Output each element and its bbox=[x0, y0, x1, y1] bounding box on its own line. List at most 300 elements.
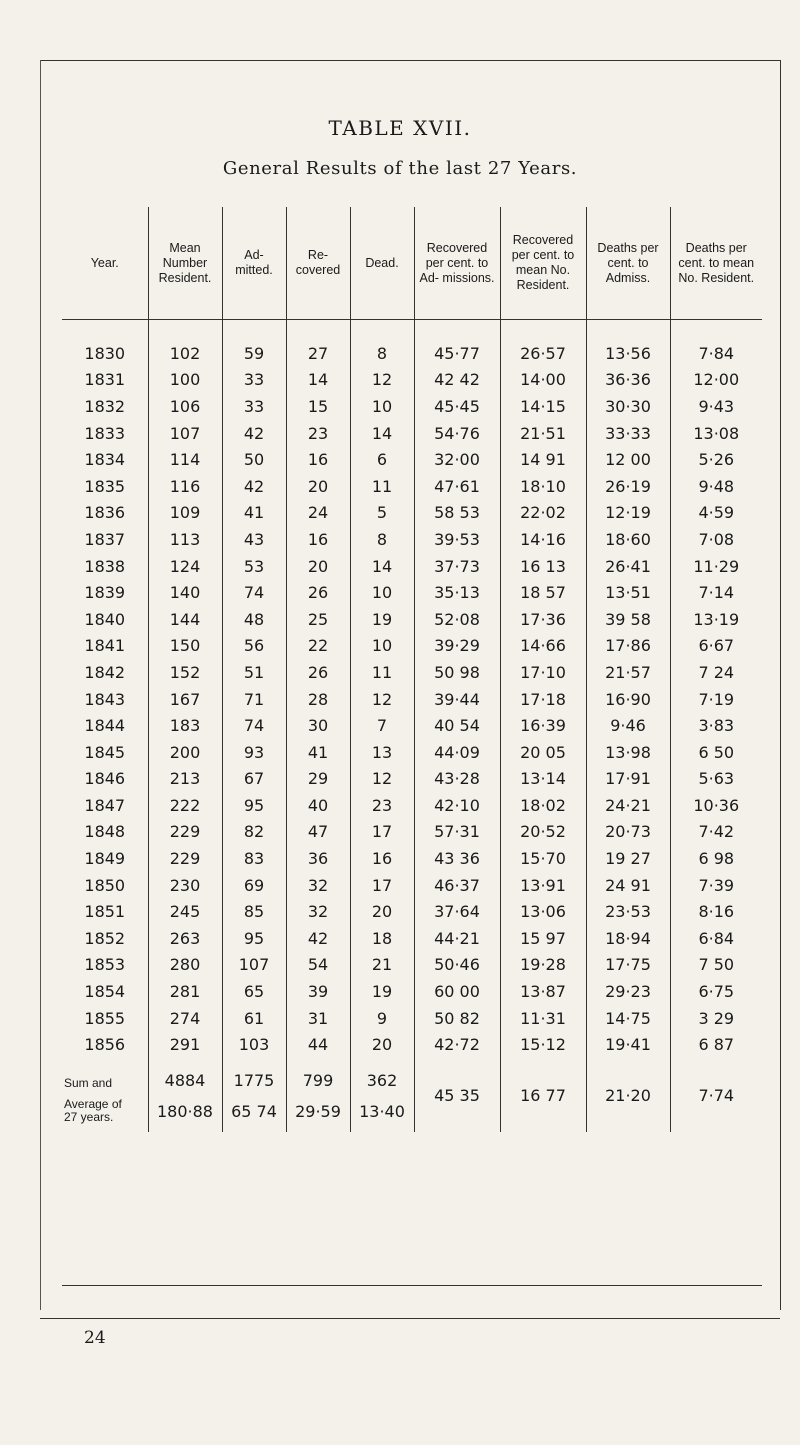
cell-mean-resident: 229 bbox=[148, 819, 222, 846]
cell-deaths-pct-admissions: 30·30 bbox=[586, 393, 670, 420]
cell-mean-resident: 167 bbox=[148, 686, 222, 713]
sum-row bbox=[62, 1058, 762, 1090]
cell-year: 1851 bbox=[84, 902, 126, 922]
cell-deaths-pct-admissions: 14·75 bbox=[586, 1005, 670, 1032]
cell-mean-resident: 113 bbox=[148, 526, 222, 553]
cell-recovered-pct-admissions: 44·21 bbox=[414, 925, 500, 952]
cell-recovered-pct-resident: 15 97 bbox=[500, 925, 586, 952]
cell-recovered: 25 bbox=[286, 606, 350, 633]
cell-recovered-pct-resident: 14·16 bbox=[500, 526, 586, 553]
cell-dead: 5 bbox=[350, 500, 414, 527]
cell-year: 1837 bbox=[84, 529, 126, 549]
table-row bbox=[62, 579, 762, 606]
cell-recovered-pct-admissions: 37·73 bbox=[414, 553, 500, 580]
cell-admitted: 50 bbox=[222, 446, 286, 473]
cell-recovered-pct-admissions: 57·31 bbox=[414, 819, 500, 846]
table-row bbox=[62, 367, 762, 394]
cell-recovered-pct-resident: 18·02 bbox=[500, 792, 586, 819]
cell-recovered-pct-admissions: 35·13 bbox=[414, 579, 500, 606]
cell-mean-resident: 107 bbox=[148, 420, 222, 447]
cell-recovered-pct-resident: 13·06 bbox=[500, 898, 586, 925]
cell-year: 1856 bbox=[84, 1035, 126, 1055]
cell-year: 1845 bbox=[84, 742, 126, 762]
cell-recovered-pct-resident: 17·36 bbox=[500, 606, 586, 633]
cell-admitted: 82 bbox=[222, 819, 286, 846]
cell-mean-resident: 114 bbox=[148, 446, 222, 473]
cell-mean-resident: 150 bbox=[148, 633, 222, 660]
cell-recovered-pct-admissions: 39·53 bbox=[414, 526, 500, 553]
cell-recovered-pct-admissions: 47·61 bbox=[414, 473, 500, 500]
cell-recovered: 47 bbox=[286, 819, 350, 846]
cell-deaths-pct-resident: 13·19 bbox=[670, 606, 762, 633]
cell-deaths-pct-admissions: 24 91 bbox=[586, 872, 670, 899]
cell-dead: 12 bbox=[350, 367, 414, 394]
cell-deaths-pct-resident: 6 87 bbox=[670, 1031, 762, 1058]
page-border-bottom bbox=[40, 1318, 780, 1319]
cell-recovered: 44 bbox=[286, 1031, 350, 1058]
cell-recovered-pct-resident: 14·66 bbox=[500, 633, 586, 660]
cell-dead: 17 bbox=[350, 872, 414, 899]
cell-deaths-pct-admissions: 24·21 bbox=[586, 792, 670, 819]
cell-recovered: 40 bbox=[286, 792, 350, 819]
cell-year: 1849 bbox=[84, 849, 126, 869]
cell-mean-resident: 291 bbox=[148, 1031, 222, 1058]
cell-deaths-pct-resident: 4·59 bbox=[670, 500, 762, 527]
cell-dead: 11 bbox=[350, 473, 414, 500]
cell-admitted: 33 bbox=[222, 393, 286, 420]
cell-deaths-pct-admissions: 17·75 bbox=[586, 952, 670, 979]
cell-deaths-pct-resident: 3 29 bbox=[670, 1005, 762, 1032]
page-number: 24 bbox=[84, 1328, 106, 1348]
cell-deaths-pct-admissions: 29·23 bbox=[586, 978, 670, 1005]
cell-year: 1841 bbox=[84, 636, 126, 656]
cell-recovered-pct-resident: 15·70 bbox=[500, 845, 586, 872]
average-label-line1: Average of bbox=[64, 1097, 122, 1112]
cell-recovered: 36 bbox=[286, 845, 350, 872]
sum-value: 799 bbox=[286, 1058, 350, 1090]
cell-deaths-pct-admissions: 33·33 bbox=[586, 420, 670, 447]
header-recovered-pct-admissions: Recovered per cent. to Ad- missions. bbox=[414, 207, 500, 320]
cell-year: 1836 bbox=[84, 503, 126, 523]
average-value: 65 74 bbox=[222, 1090, 286, 1132]
cell-deaths-pct-admissions: 12·19 bbox=[586, 500, 670, 527]
cell-recovered-pct-resident: 17·10 bbox=[500, 659, 586, 686]
cell-recovered-pct-resident: 14·00 bbox=[500, 367, 586, 394]
cell-mean-resident: 229 bbox=[148, 845, 222, 872]
cell-deaths-pct-resident: 6·67 bbox=[670, 633, 762, 660]
cell-mean-resident: 281 bbox=[148, 978, 222, 1005]
cell-recovered-pct-resident: 18 57 bbox=[500, 579, 586, 606]
cell-recovered: 41 bbox=[286, 739, 350, 766]
cell-deaths-pct-admissions: 9·46 bbox=[586, 712, 670, 739]
cell-recovered: 16 bbox=[286, 526, 350, 553]
cell-recovered-pct-resident: 22·02 bbox=[500, 500, 586, 527]
cell-recovered: 20 bbox=[286, 473, 350, 500]
cell-admitted: 69 bbox=[222, 872, 286, 899]
cell-admitted: 93 bbox=[222, 739, 286, 766]
cell-recovered-pct-admissions: 42 42 bbox=[414, 367, 500, 394]
cell-recovered: 39 bbox=[286, 978, 350, 1005]
cell-deaths-pct-admissions: 36·36 bbox=[586, 367, 670, 394]
cell-recovered: 32 bbox=[286, 898, 350, 925]
cell-dead: 20 bbox=[350, 898, 414, 925]
average-value: 180·88 bbox=[148, 1090, 222, 1132]
cell-year: 1831 bbox=[84, 370, 126, 390]
cell-deaths-pct-admissions: 26·19 bbox=[586, 473, 670, 500]
cell-dead: 9 bbox=[350, 1005, 414, 1032]
average-label-line2: 27 years. bbox=[64, 1110, 114, 1125]
cell-dead: 10 bbox=[350, 393, 414, 420]
table-row bbox=[62, 819, 762, 846]
cell-admitted: 42 bbox=[222, 473, 286, 500]
cell-recovered-pct-resident: 13·14 bbox=[500, 766, 586, 793]
cell-deaths-pct-admissions: 12 00 bbox=[586, 446, 670, 473]
cell-mean-resident: 152 bbox=[148, 659, 222, 686]
cell-dead: 8 bbox=[350, 320, 414, 367]
cell-mean-resident: 274 bbox=[148, 1005, 222, 1032]
cell-recovered-pct-admissions: 50 82 bbox=[414, 1005, 500, 1032]
cell-year: 1852 bbox=[84, 928, 126, 948]
table-row bbox=[62, 792, 762, 819]
cell-dead: 6 bbox=[350, 446, 414, 473]
cell-recovered: 24 bbox=[286, 500, 350, 527]
cell-dead: 23 bbox=[350, 792, 414, 819]
cell-recovered-pct-admissions: 45·77 bbox=[414, 320, 500, 367]
cell-year: 1848 bbox=[84, 822, 126, 842]
header-recovered-pct-resident: Recovered per cent. to mean No. Resident. bbox=[500, 207, 586, 320]
cell-recovered-pct-admissions: 43·28 bbox=[414, 766, 500, 793]
table-header bbox=[62, 207, 762, 320]
cell-mean-resident: 222 bbox=[148, 792, 222, 819]
cell-recovered: 22 bbox=[286, 633, 350, 660]
cell-recovered-pct-resident: 14 91 bbox=[500, 446, 586, 473]
average-value: 45 35 bbox=[414, 1058, 500, 1132]
cell-mean-resident: 280 bbox=[148, 952, 222, 979]
cell-mean-resident: 102 bbox=[148, 320, 222, 367]
cell-deaths-pct-resident: 5·63 bbox=[670, 766, 762, 793]
average-value: 13·40 bbox=[350, 1090, 414, 1132]
cell-recovered: 42 bbox=[286, 925, 350, 952]
cell-recovered-pct-admissions: 54·76 bbox=[414, 420, 500, 447]
cell-recovered: 29 bbox=[286, 766, 350, 793]
cell-recovered-pct-resident: 17·18 bbox=[500, 686, 586, 713]
cell-dead: 13 bbox=[350, 739, 414, 766]
cell-admitted: 95 bbox=[222, 792, 286, 819]
cell-dead: 19 bbox=[350, 978, 414, 1005]
table-body bbox=[62, 320, 762, 1059]
cell-deaths-pct-resident: 11·29 bbox=[670, 553, 762, 580]
sum-value: 1775 bbox=[222, 1058, 286, 1090]
cell-year: 1844 bbox=[84, 716, 126, 736]
table-row bbox=[62, 393, 762, 420]
cell-recovered-pct-admissions: 40 54 bbox=[414, 712, 500, 739]
table-row bbox=[62, 553, 762, 580]
cell-recovered: 30 bbox=[286, 712, 350, 739]
cell-admitted: 74 bbox=[222, 712, 286, 739]
cell-recovered-pct-admissions: 32·00 bbox=[414, 446, 500, 473]
cell-recovered-pct-resident: 20 05 bbox=[500, 739, 586, 766]
cell-deaths-pct-resident: 7 24 bbox=[670, 659, 762, 686]
cell-mean-resident: 183 bbox=[148, 712, 222, 739]
table-row bbox=[62, 606, 762, 633]
cell-deaths-pct-admissions: 13·51 bbox=[586, 579, 670, 606]
average-value: 7·74 bbox=[670, 1058, 762, 1132]
cell-dead: 10 bbox=[350, 633, 414, 660]
cell-mean-resident: 144 bbox=[148, 606, 222, 633]
cell-year: 1853 bbox=[84, 955, 126, 975]
cell-year: 1830 bbox=[84, 343, 126, 363]
cell-mean-resident: 213 bbox=[148, 766, 222, 793]
table-row bbox=[62, 1031, 762, 1058]
table-row bbox=[62, 766, 762, 793]
cell-deaths-pct-admissions: 17·86 bbox=[586, 633, 670, 660]
cell-deaths-pct-admissions: 39 58 bbox=[586, 606, 670, 633]
cell-deaths-pct-admissions: 18·60 bbox=[586, 526, 670, 553]
cell-year: 1840 bbox=[84, 609, 126, 629]
cell-recovered-pct-resident: 26·57 bbox=[500, 320, 586, 367]
cell-deaths-pct-resident: 9·48 bbox=[670, 473, 762, 500]
cell-recovered-pct-admissions: 60 00 bbox=[414, 978, 500, 1005]
results-table-container bbox=[62, 207, 762, 1132]
cell-recovered: 20 bbox=[286, 553, 350, 580]
table-row bbox=[62, 872, 762, 899]
page-border-right bbox=[780, 60, 781, 1310]
cell-recovered-pct-resident: 13·87 bbox=[500, 978, 586, 1005]
cell-year: 1850 bbox=[84, 875, 126, 895]
cell-recovered-pct-admissions: 39·44 bbox=[414, 686, 500, 713]
cell-recovered-pct-resident: 13·91 bbox=[500, 872, 586, 899]
cell-deaths-pct-admissions: 13·56 bbox=[586, 320, 670, 367]
cell-deaths-pct-resident: 6 50 bbox=[670, 739, 762, 766]
average-value: 29·59 bbox=[286, 1090, 350, 1132]
cell-recovered-pct-resident: 18·10 bbox=[500, 473, 586, 500]
cell-dead: 12 bbox=[350, 686, 414, 713]
cell-deaths-pct-admissions: 23·53 bbox=[586, 898, 670, 925]
cell-year: 1842 bbox=[84, 662, 126, 682]
cell-deaths-pct-admissions: 21·57 bbox=[586, 659, 670, 686]
cell-recovered: 54 bbox=[286, 952, 350, 979]
cell-recovered: 23 bbox=[286, 420, 350, 447]
cell-recovered-pct-resident: 21·51 bbox=[500, 420, 586, 447]
cell-year: 1835 bbox=[84, 476, 126, 496]
cell-dead: 19 bbox=[350, 606, 414, 633]
cell-admitted: 67 bbox=[222, 766, 286, 793]
table-row bbox=[62, 686, 762, 713]
cell-admitted: 85 bbox=[222, 898, 286, 925]
cell-deaths-pct-resident: 7·39 bbox=[670, 872, 762, 899]
cell-deaths-pct-resident: 12·00 bbox=[670, 367, 762, 394]
cell-recovered-pct-resident: 15·12 bbox=[500, 1031, 586, 1058]
table-row bbox=[62, 420, 762, 447]
cell-admitted: 59 bbox=[222, 320, 286, 367]
cell-admitted: 95 bbox=[222, 925, 286, 952]
cell-deaths-pct-admissions: 19·41 bbox=[586, 1031, 670, 1058]
table-row bbox=[62, 633, 762, 660]
cell-mean-resident: 116 bbox=[148, 473, 222, 500]
table-row bbox=[62, 712, 762, 739]
table-row bbox=[62, 925, 762, 952]
header-deaths-pct-admissions: Deaths per cent. to Admiss. bbox=[586, 207, 670, 320]
cell-year: 1854 bbox=[84, 982, 126, 1002]
results-table bbox=[62, 207, 762, 1132]
cell-mean-resident: 230 bbox=[148, 872, 222, 899]
table-row bbox=[62, 845, 762, 872]
table-subtitle: General Results of the last 27 Years. bbox=[222, 158, 578, 179]
cell-admitted: 74 bbox=[222, 579, 286, 606]
cell-recovered: 26 bbox=[286, 579, 350, 606]
cell-year: 1834 bbox=[84, 450, 126, 470]
header-deaths-pct-resident: Deaths per cent. to mean No. Resident. bbox=[670, 207, 762, 320]
cell-admitted: 42 bbox=[222, 420, 286, 447]
header-mean-resident: Mean Number Resident. bbox=[148, 207, 222, 320]
cell-recovered-pct-admissions: 37·64 bbox=[414, 898, 500, 925]
cell-recovered: 31 bbox=[286, 1005, 350, 1032]
cell-recovered-pct-admissions: 42·10 bbox=[414, 792, 500, 819]
cell-deaths-pct-resident: 7·42 bbox=[670, 819, 762, 846]
cell-recovered-pct-admissions: 44·09 bbox=[414, 739, 500, 766]
cell-recovered-pct-admissions: 45·45 bbox=[414, 393, 500, 420]
cell-recovered: 16 bbox=[286, 446, 350, 473]
cell-recovered-pct-admissions: 43 36 bbox=[414, 845, 500, 872]
cell-dead: 21 bbox=[350, 952, 414, 979]
cell-admitted: 83 bbox=[222, 845, 286, 872]
cell-recovered-pct-admissions: 46·37 bbox=[414, 872, 500, 899]
cell-recovered-pct-admissions: 52·08 bbox=[414, 606, 500, 633]
table-row bbox=[62, 320, 762, 367]
page-border-top bbox=[40, 60, 780, 61]
cell-admitted: 103 bbox=[222, 1031, 286, 1058]
cell-recovered-pct-resident: 16·39 bbox=[500, 712, 586, 739]
header-recovered: Re- covered bbox=[286, 207, 350, 320]
cell-deaths-pct-resident: 7·19 bbox=[670, 686, 762, 713]
cell-deaths-pct-resident: 6·75 bbox=[670, 978, 762, 1005]
cell-year: 1832 bbox=[84, 396, 126, 416]
cell-year: 1855 bbox=[84, 1008, 126, 1028]
cell-recovered: 27 bbox=[286, 320, 350, 367]
cell-deaths-pct-resident: 13·08 bbox=[670, 420, 762, 447]
average-value: 16 77 bbox=[500, 1058, 586, 1132]
cell-dead: 16 bbox=[350, 845, 414, 872]
cell-year: 1847 bbox=[84, 795, 126, 815]
cell-deaths-pct-admissions: 20·73 bbox=[586, 819, 670, 846]
cell-deaths-pct-resident: 3·83 bbox=[670, 712, 762, 739]
cell-dead: 18 bbox=[350, 925, 414, 952]
cell-deaths-pct-resident: 9·43 bbox=[670, 393, 762, 420]
table-row bbox=[62, 500, 762, 527]
page-border-left bbox=[40, 60, 41, 1310]
cell-deaths-pct-admissions: 17·91 bbox=[586, 766, 670, 793]
cell-deaths-pct-admissions: 18·94 bbox=[586, 925, 670, 952]
table-bottom-rule bbox=[62, 1285, 762, 1286]
table-title: TABLE XVII. bbox=[328, 116, 472, 140]
table-row bbox=[62, 446, 762, 473]
cell-deaths-pct-resident: 7·84 bbox=[670, 320, 762, 367]
cell-year: 1833 bbox=[84, 423, 126, 443]
cell-deaths-pct-admissions: 19 27 bbox=[586, 845, 670, 872]
table-row bbox=[62, 739, 762, 766]
cell-admitted: 107 bbox=[222, 952, 286, 979]
sum-value: 4884 bbox=[148, 1058, 222, 1090]
cell-dead: 11 bbox=[350, 659, 414, 686]
cell-deaths-pct-resident: 7 50 bbox=[670, 952, 762, 979]
cell-deaths-pct-resident: 6 98 bbox=[670, 845, 762, 872]
cell-dead: 8 bbox=[350, 526, 414, 553]
cell-deaths-pct-admissions: 16·90 bbox=[586, 686, 670, 713]
cell-deaths-pct-admissions: 26·41 bbox=[586, 553, 670, 580]
header-year: Year. bbox=[62, 207, 148, 320]
cell-admitted: 53 bbox=[222, 553, 286, 580]
cell-dead: 12 bbox=[350, 766, 414, 793]
cell-deaths-pct-admissions: 13·98 bbox=[586, 739, 670, 766]
cell-deaths-pct-resident: 5·26 bbox=[670, 446, 762, 473]
cell-deaths-pct-resident: 8·16 bbox=[670, 898, 762, 925]
cell-mean-resident: 124 bbox=[148, 553, 222, 580]
cell-recovered-pct-admissions: 50 98 bbox=[414, 659, 500, 686]
cell-recovered-pct-admissions: 42·72 bbox=[414, 1031, 500, 1058]
sum-label: Sum and bbox=[64, 1076, 113, 1091]
header-row bbox=[62, 207, 762, 320]
cell-recovered: 26 bbox=[286, 659, 350, 686]
cell-recovered-pct-resident: 20·52 bbox=[500, 819, 586, 846]
cell-recovered-pct-resident: 14·15 bbox=[500, 393, 586, 420]
cell-mean-resident: 106 bbox=[148, 393, 222, 420]
cell-recovered: 15 bbox=[286, 393, 350, 420]
average-value: 21·20 bbox=[586, 1058, 670, 1132]
average-label bbox=[62, 1090, 148, 1132]
cell-dead: 20 bbox=[350, 1031, 414, 1058]
table-row bbox=[62, 898, 762, 925]
header-dead: Dead. bbox=[350, 207, 414, 320]
cell-mean-resident: 140 bbox=[148, 579, 222, 606]
cell-recovered-pct-admissions: 50·46 bbox=[414, 952, 500, 979]
cell-year: 1839 bbox=[84, 583, 126, 603]
cell-recovered-pct-resident: 16 13 bbox=[500, 553, 586, 580]
cell-admitted: 71 bbox=[222, 686, 286, 713]
cell-admitted: 56 bbox=[222, 633, 286, 660]
cell-deaths-pct-resident: 7·14 bbox=[670, 579, 762, 606]
cell-recovered-pct-admissions: 39·29 bbox=[414, 633, 500, 660]
cell-recovered: 14 bbox=[286, 367, 350, 394]
cell-mean-resident: 109 bbox=[148, 500, 222, 527]
cell-admitted: 51 bbox=[222, 659, 286, 686]
cell-admitted: 61 bbox=[222, 1005, 286, 1032]
table-row bbox=[62, 978, 762, 1005]
table-row bbox=[62, 952, 762, 979]
cell-recovered-pct-resident: 11·31 bbox=[500, 1005, 586, 1032]
cell-deaths-pct-resident: 10·36 bbox=[670, 792, 762, 819]
cell-mean-resident: 200 bbox=[148, 739, 222, 766]
table-row bbox=[62, 473, 762, 500]
cell-deaths-pct-resident: 6·84 bbox=[670, 925, 762, 952]
cell-recovered: 32 bbox=[286, 872, 350, 899]
header-admitted: Ad- mitted. bbox=[222, 207, 286, 320]
cell-dead: 17 bbox=[350, 819, 414, 846]
cell-dead: 7 bbox=[350, 712, 414, 739]
cell-admitted: 41 bbox=[222, 500, 286, 527]
cell-year: 1838 bbox=[84, 556, 126, 576]
cell-recovered: 28 bbox=[286, 686, 350, 713]
cell-mean-resident: 100 bbox=[148, 367, 222, 394]
table-row bbox=[62, 1005, 762, 1032]
cell-deaths-pct-resident: 7·08 bbox=[670, 526, 762, 553]
cell-recovered-pct-resident: 19·28 bbox=[500, 952, 586, 979]
cell-dead: 10 bbox=[350, 579, 414, 606]
table-row bbox=[62, 659, 762, 686]
table-row bbox=[62, 526, 762, 553]
sum-value: 362 bbox=[350, 1058, 414, 1090]
cell-mean-resident: 245 bbox=[148, 898, 222, 925]
cell-year: 1843 bbox=[84, 689, 126, 709]
